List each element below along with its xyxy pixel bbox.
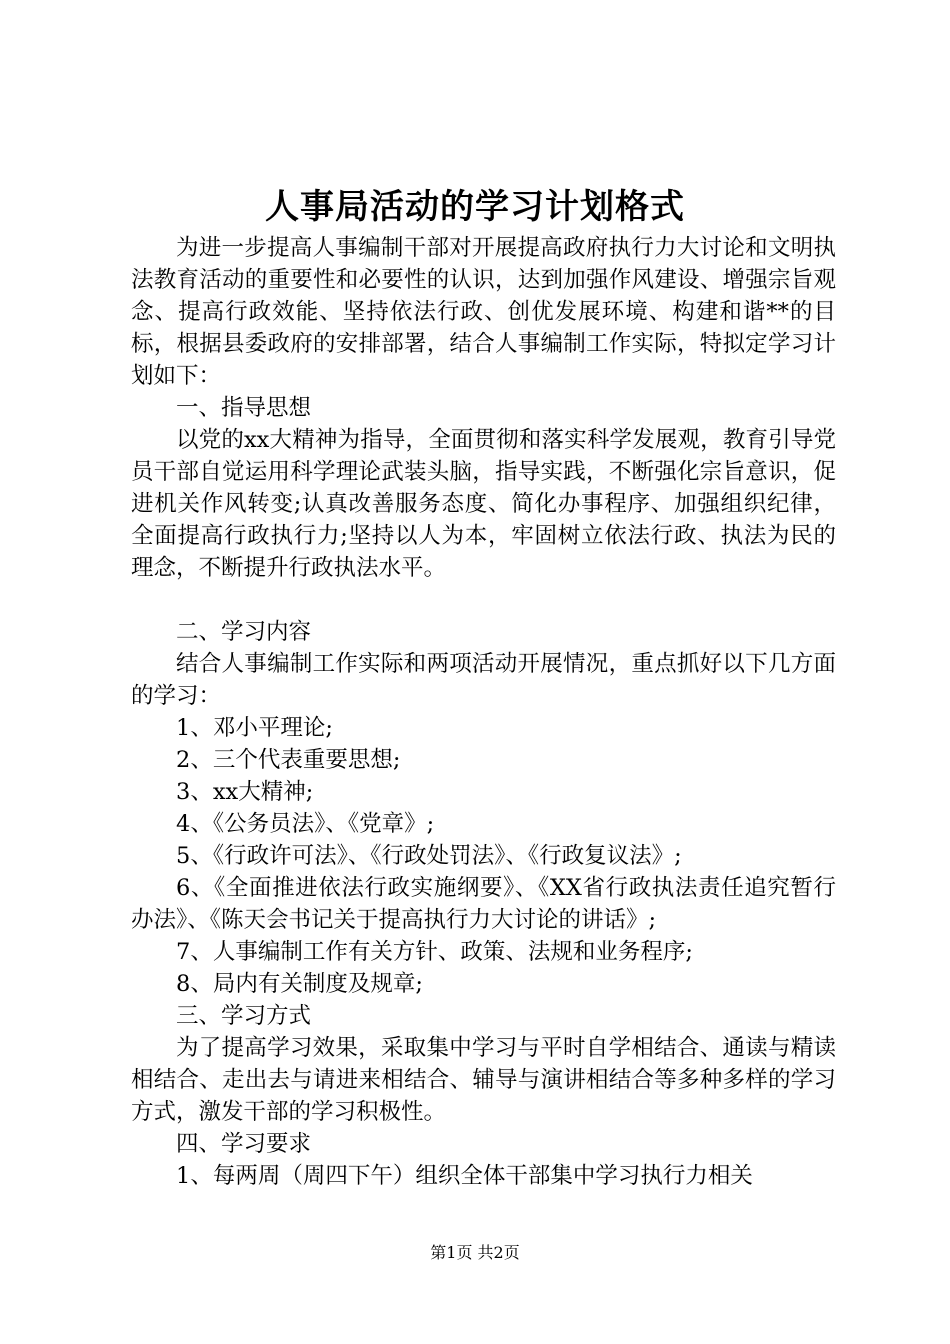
page-number-footer: 第1页 共2页 <box>430 1243 520 1262</box>
list-item: 6、《全面推进依法行政实施纲要》、《XX省行政执法责任追究暂行办法》、《陈天会书记关于提高执行力大讨论的讲话》; <box>131 875 836 933</box>
paragraph-spacer <box>131 584 836 616</box>
paragraph-study-content: 结合人事编制工作实际和两项活动开展情况，重点抓好以下几方面的学习： <box>131 651 836 709</box>
list-item: 1、邓小平理论; <box>176 715 333 741</box>
section-heading-guiding-thought: 一、指导思想 <box>176 395 312 421</box>
list-item: 7、人事编制工作有关方针、政策、法规和业务程序; <box>176 939 693 965</box>
section-heading-study-method: 三、学习方式 <box>176 1003 312 1029</box>
list-item: 4、《公务员法》、《党章》; <box>176 811 435 837</box>
document-body <box>131 232 836 1192</box>
list-item: 8、局内有关制度及规章; <box>176 971 423 997</box>
paragraph-intro: 为进一步提高人事编制干部对开展提高政府执行力大讨论和文明执法教育活动的重要性和必要性的认识，达到加强作风建设、增强宗旨观念、提高行政效能、坚持依法行政、创优发展环境、构建和谐**的目标，根据县委政府的安排部署，结合人事编制工作实际，特拟定学习计划如下： <box>131 235 836 389</box>
section-heading-study-requirements: 四、学习要求 <box>176 1131 312 1157</box>
document-title: 人事局活动的学习计划格式 <box>265 187 685 227</box>
paragraph-guiding-thought: 以党的xx大精神为指导，全面贯彻和落实科学发展观，教育引导党员干部自觉运用科学理论武装头脑，指导实践，不断强化宗旨意识，促进机关作风转变;认真改善服务态度、简化办事程序、加强组织纪律，全面提高行政执行力;坚持以人为本，牢固树立依法行政、执法为民的理念，不断提升行政执法水平。 <box>131 427 836 581</box>
list-item: 3、xx大精神; <box>176 779 314 805</box>
list-item: 5、《行政许可法》、《行政处罚法》、《行政复议法》; <box>176 843 682 869</box>
paragraph-study-method: 为了提高学习效果，采取集中学习与平时自学相结合、通读与精读相结合、走出去与请进来相结合、辅导与演讲相结合等多种多样的学习方式，激发干部的学习积极性。 <box>131 1035 836 1125</box>
section-heading-study-content: 二、学习内容 <box>176 619 312 645</box>
paragraph-study-requirements: 1、每两周（周四下午）组织全体干部集中学习执行力相关 <box>176 1163 753 1189</box>
list-item: 2、三个代表重要思想; <box>176 747 401 773</box>
